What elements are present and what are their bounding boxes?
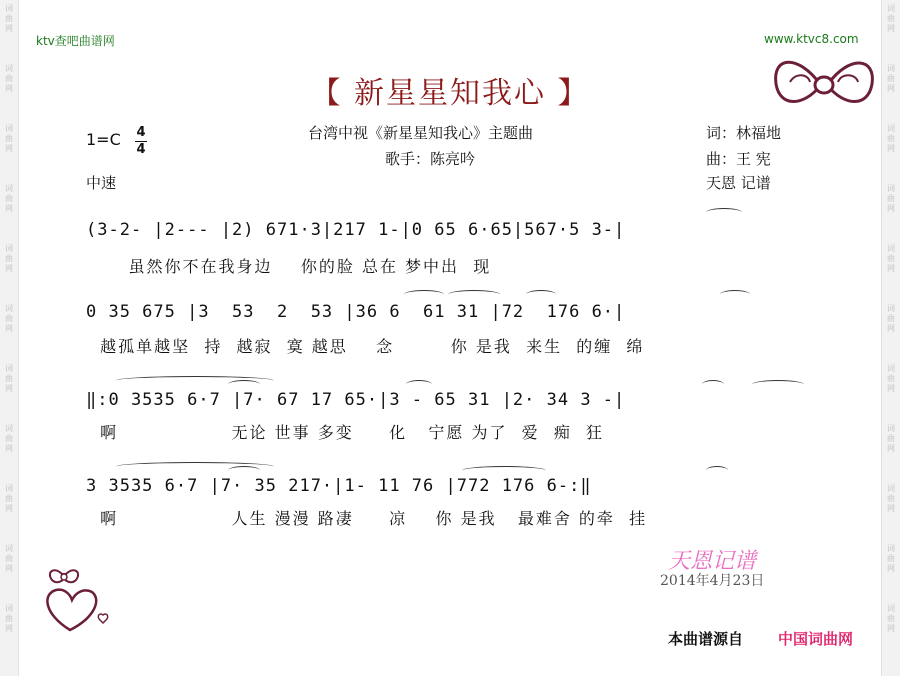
source-site-link[interactable]: 中国词曲网: [778, 630, 854, 648]
transcriber-credit: 天恩 记谱: [706, 174, 771, 192]
notation-line-3: ‖:0 3535 6·7 |7· 67 17 65·|3 - 65 31 |2· 34 3 -|: [86, 390, 626, 410]
side-watermark: 词曲网: [5, 64, 13, 93]
slur-mark: [228, 380, 260, 389]
song-subtitle: 台湾中视《新星星知我心》主题曲: [308, 124, 534, 142]
slur-mark: [706, 466, 728, 475]
source-label: 本曲谱源自: [668, 630, 744, 648]
hearts-decoration-icon: [40, 560, 120, 636]
composer-credit: 曲：王 宪: [706, 150, 771, 168]
notation-line-4: 3 3535 6·7 |7· 35 217·|1- 11 76 |772 176 6-:‖: [86, 476, 592, 496]
side-watermark: 词曲网: [5, 364, 13, 393]
slur-mark: [720, 290, 750, 299]
side-watermark: 词曲网: [887, 4, 895, 33]
key-signature: 1=C: [86, 130, 121, 149]
lyrics-line-3: 啊 无论 世事 多变 化 宁愿 为了 爱 痴 狂: [86, 423, 605, 442]
slur-mark: [406, 380, 432, 389]
slur-mark: [462, 466, 546, 475]
time-signature-top: 4: [136, 125, 146, 140]
site-watermark-left: ktv查吧曲谱网: [36, 34, 115, 48]
side-watermark: 词曲网: [887, 124, 895, 153]
side-watermark: 词曲网: [887, 184, 895, 213]
transcriber-stamp: 天恩记谱: [668, 549, 757, 574]
lyrics-line-2: 越孤单越坚 持 越寂 寞 越思 念 你 是我 来生 的缠 绵: [86, 337, 645, 356]
notation-line-2: 0 35 675 |3 53 2 53 |36 6 61 31 |72 176 6·|: [86, 302, 626, 322]
side-watermark: 词曲网: [5, 4, 13, 33]
singer-credit: 歌手：陈亮吟: [385, 150, 476, 168]
lyrics-line-1: 虽然你不在我身边 你的脸 总在 梦中出 现: [86, 257, 492, 276]
slur-mark: [702, 380, 724, 389]
transcription-date: 2014年4月23日: [660, 573, 765, 589]
side-watermark: 词曲网: [5, 304, 13, 333]
slur-mark: [526, 290, 556, 299]
slur-mark: [404, 290, 444, 299]
side-watermark: 词曲网: [887, 424, 895, 453]
side-watermark: 词曲网: [5, 244, 13, 273]
side-watermark: 词曲网: [5, 544, 13, 573]
side-watermark: 词曲网: [5, 124, 13, 153]
side-watermark: 词曲网: [5, 184, 13, 213]
song-title: 【 新星星知我心 】: [310, 76, 590, 111]
side-watermark: 词曲网: [5, 484, 13, 513]
time-signature: [135, 126, 147, 157]
lyricist-credit: 词：林福地: [706, 124, 782, 142]
side-watermark: 词曲网: [887, 304, 895, 333]
tempo-marking: 中速: [86, 174, 117, 192]
lyrics-line-4: 啊 人生 漫漫 路凄 凉 你 是我 最难舍 的牵 挂: [86, 509, 648, 528]
notation-line-1: (3-2- |2--- |2) 671·3|217 1-|0 65 6·65|567·5 3-|: [86, 220, 626, 240]
slur-mark: [752, 380, 804, 389]
side-watermark: 词曲网: [887, 544, 895, 573]
slur-mark: [448, 290, 500, 299]
slur-mark: [228, 466, 260, 475]
side-watermark: 词曲网: [887, 604, 895, 633]
slur-mark: [706, 208, 742, 217]
side-watermark: 词曲网: [5, 424, 13, 453]
side-watermark: 词曲网: [5, 604, 13, 633]
side-watermark: 词曲网: [887, 364, 895, 393]
side-watermark: 词曲网: [887, 484, 895, 513]
side-watermark: 词曲网: [887, 244, 895, 273]
site-watermark-right: www.ktvc8.com: [764, 32, 859, 46]
side-watermark: 词曲网: [887, 64, 895, 93]
time-signature-bottom: 4: [136, 142, 146, 157]
